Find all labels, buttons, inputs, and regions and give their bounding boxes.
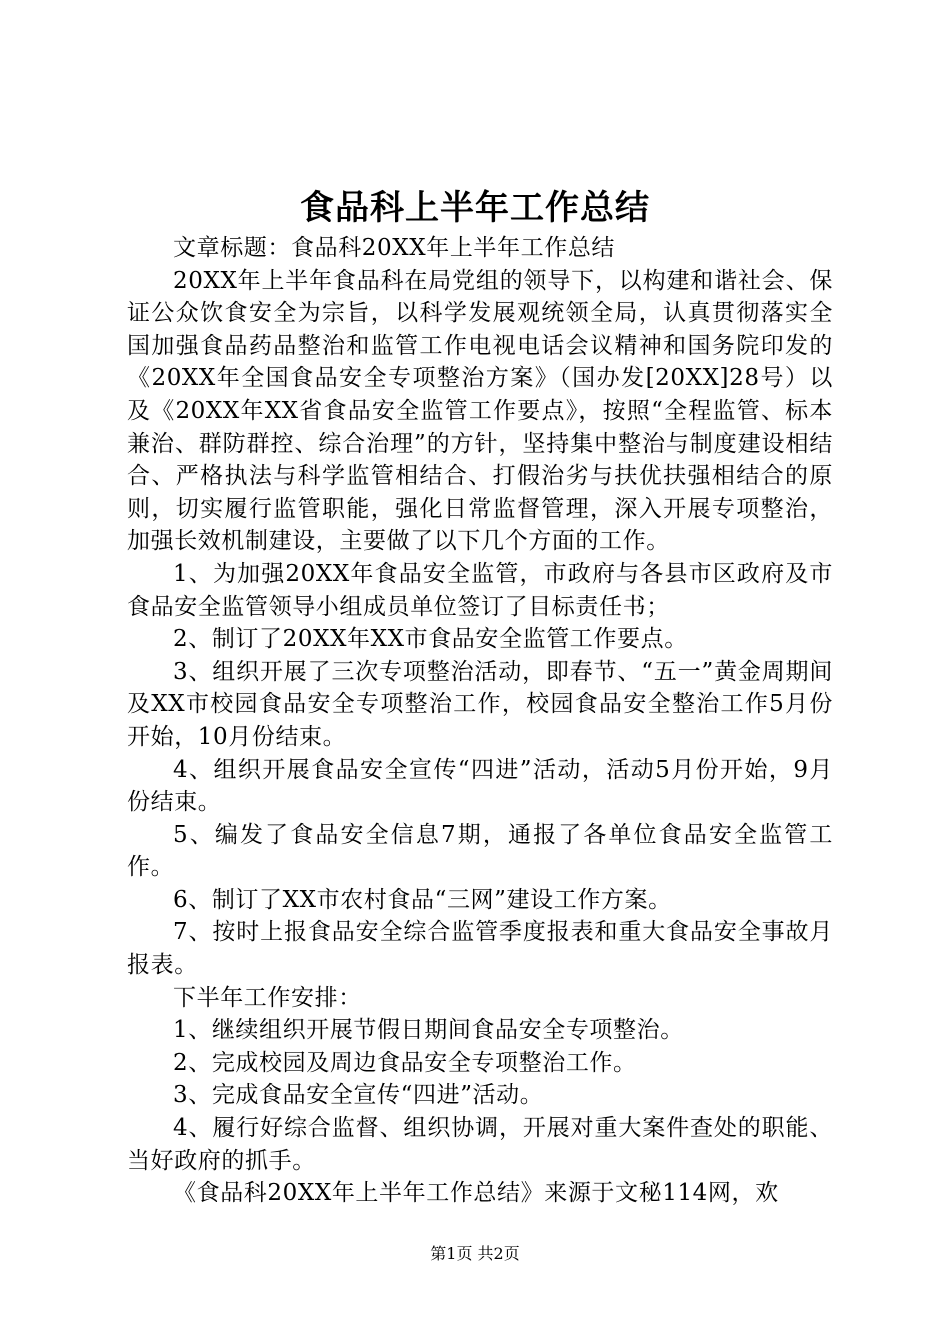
document-title: 食品科上半年工作总结	[300, 188, 650, 228]
plan-heading: 下半年工作安排：	[173, 984, 362, 1011]
work-item-7: 7、按时上报食品安全综合监管季度报表和重大食品安全事故月报表。	[127, 919, 833, 979]
intro-paragraph: 20XX年上半年食品科在局党组的领导下，以构建和谐社会、保证公众饮食安全为宗旨，以科学发展观统领全局，认真贯彻落实全国加强食品药品整治和监管工作电视电话会议精神和国务院印发的《20XX年全国食品安全专项整治方案》（国办发[20XX]28号）以及《20XX年XX省食品安全监管工作要点》，按照“全程监管、标本兼治、群防群控、综合治理”的方针，坚持集中整治与制度建设相结合、严格执法与科学监管相结合、打假治劣与扶优扶强相结合的原则，切实履行监管职能，强化日常监督管理，深入开展专项整治，加强长效机制建设，主要做了以下几个方面的工作。	[127, 267, 833, 555]
plan-item-3: 3、完成食品安全宣传“四进”活动。	[173, 1082, 544, 1109]
work-item-1: 1、为加强20XX年食品安全监管，市政府与各县市区政府及市食品安全监管领导小组成员单位签订了目标责任书；	[127, 560, 833, 620]
document-body	[127, 232, 833, 1210]
work-item-3: 3、组织开展了三次专项整治活动，即春节、“五一”黄金周期间及XX市校园食品安全专项整治工作，校园食品安全整治工作5月份开始，10月份结束。	[127, 658, 833, 750]
work-item-6: 6、制订了XX市农村食品“三网”建设工作方案。	[173, 886, 672, 913]
source-note-paragraph: 《食品科20XX年上半年工作总结》来源于文秘114网，欢	[173, 1180, 779, 1207]
article-heading-paragraph: 文章标题：食品科20XX年上半年工作总结	[173, 235, 616, 261]
work-item-2: 2、制订了20XX年XX市食品安全监管工作要点。	[173, 626, 688, 653]
work-item-4: 4、组织开展食品安全宣传“四进”活动，活动5月份开始，9月份结束。	[127, 756, 833, 816]
plan-item-4: 4、履行好综合监督、组织协调，开展对重大案件查处的职能、当好政府的抓手。	[127, 1115, 833, 1174]
page-number-footer: 第1页 共2页	[430, 1244, 520, 1263]
plan-item-2: 2、完成校园及周边食品安全专项整治工作。	[173, 1049, 637, 1076]
plan-item-1: 1、继续组织开展节假日期间食品安全专项整治。	[173, 1017, 684, 1044]
work-item-5: 5、编发了食品安全信息7期，通报了各单位食品安全监管工作。	[127, 821, 833, 881]
